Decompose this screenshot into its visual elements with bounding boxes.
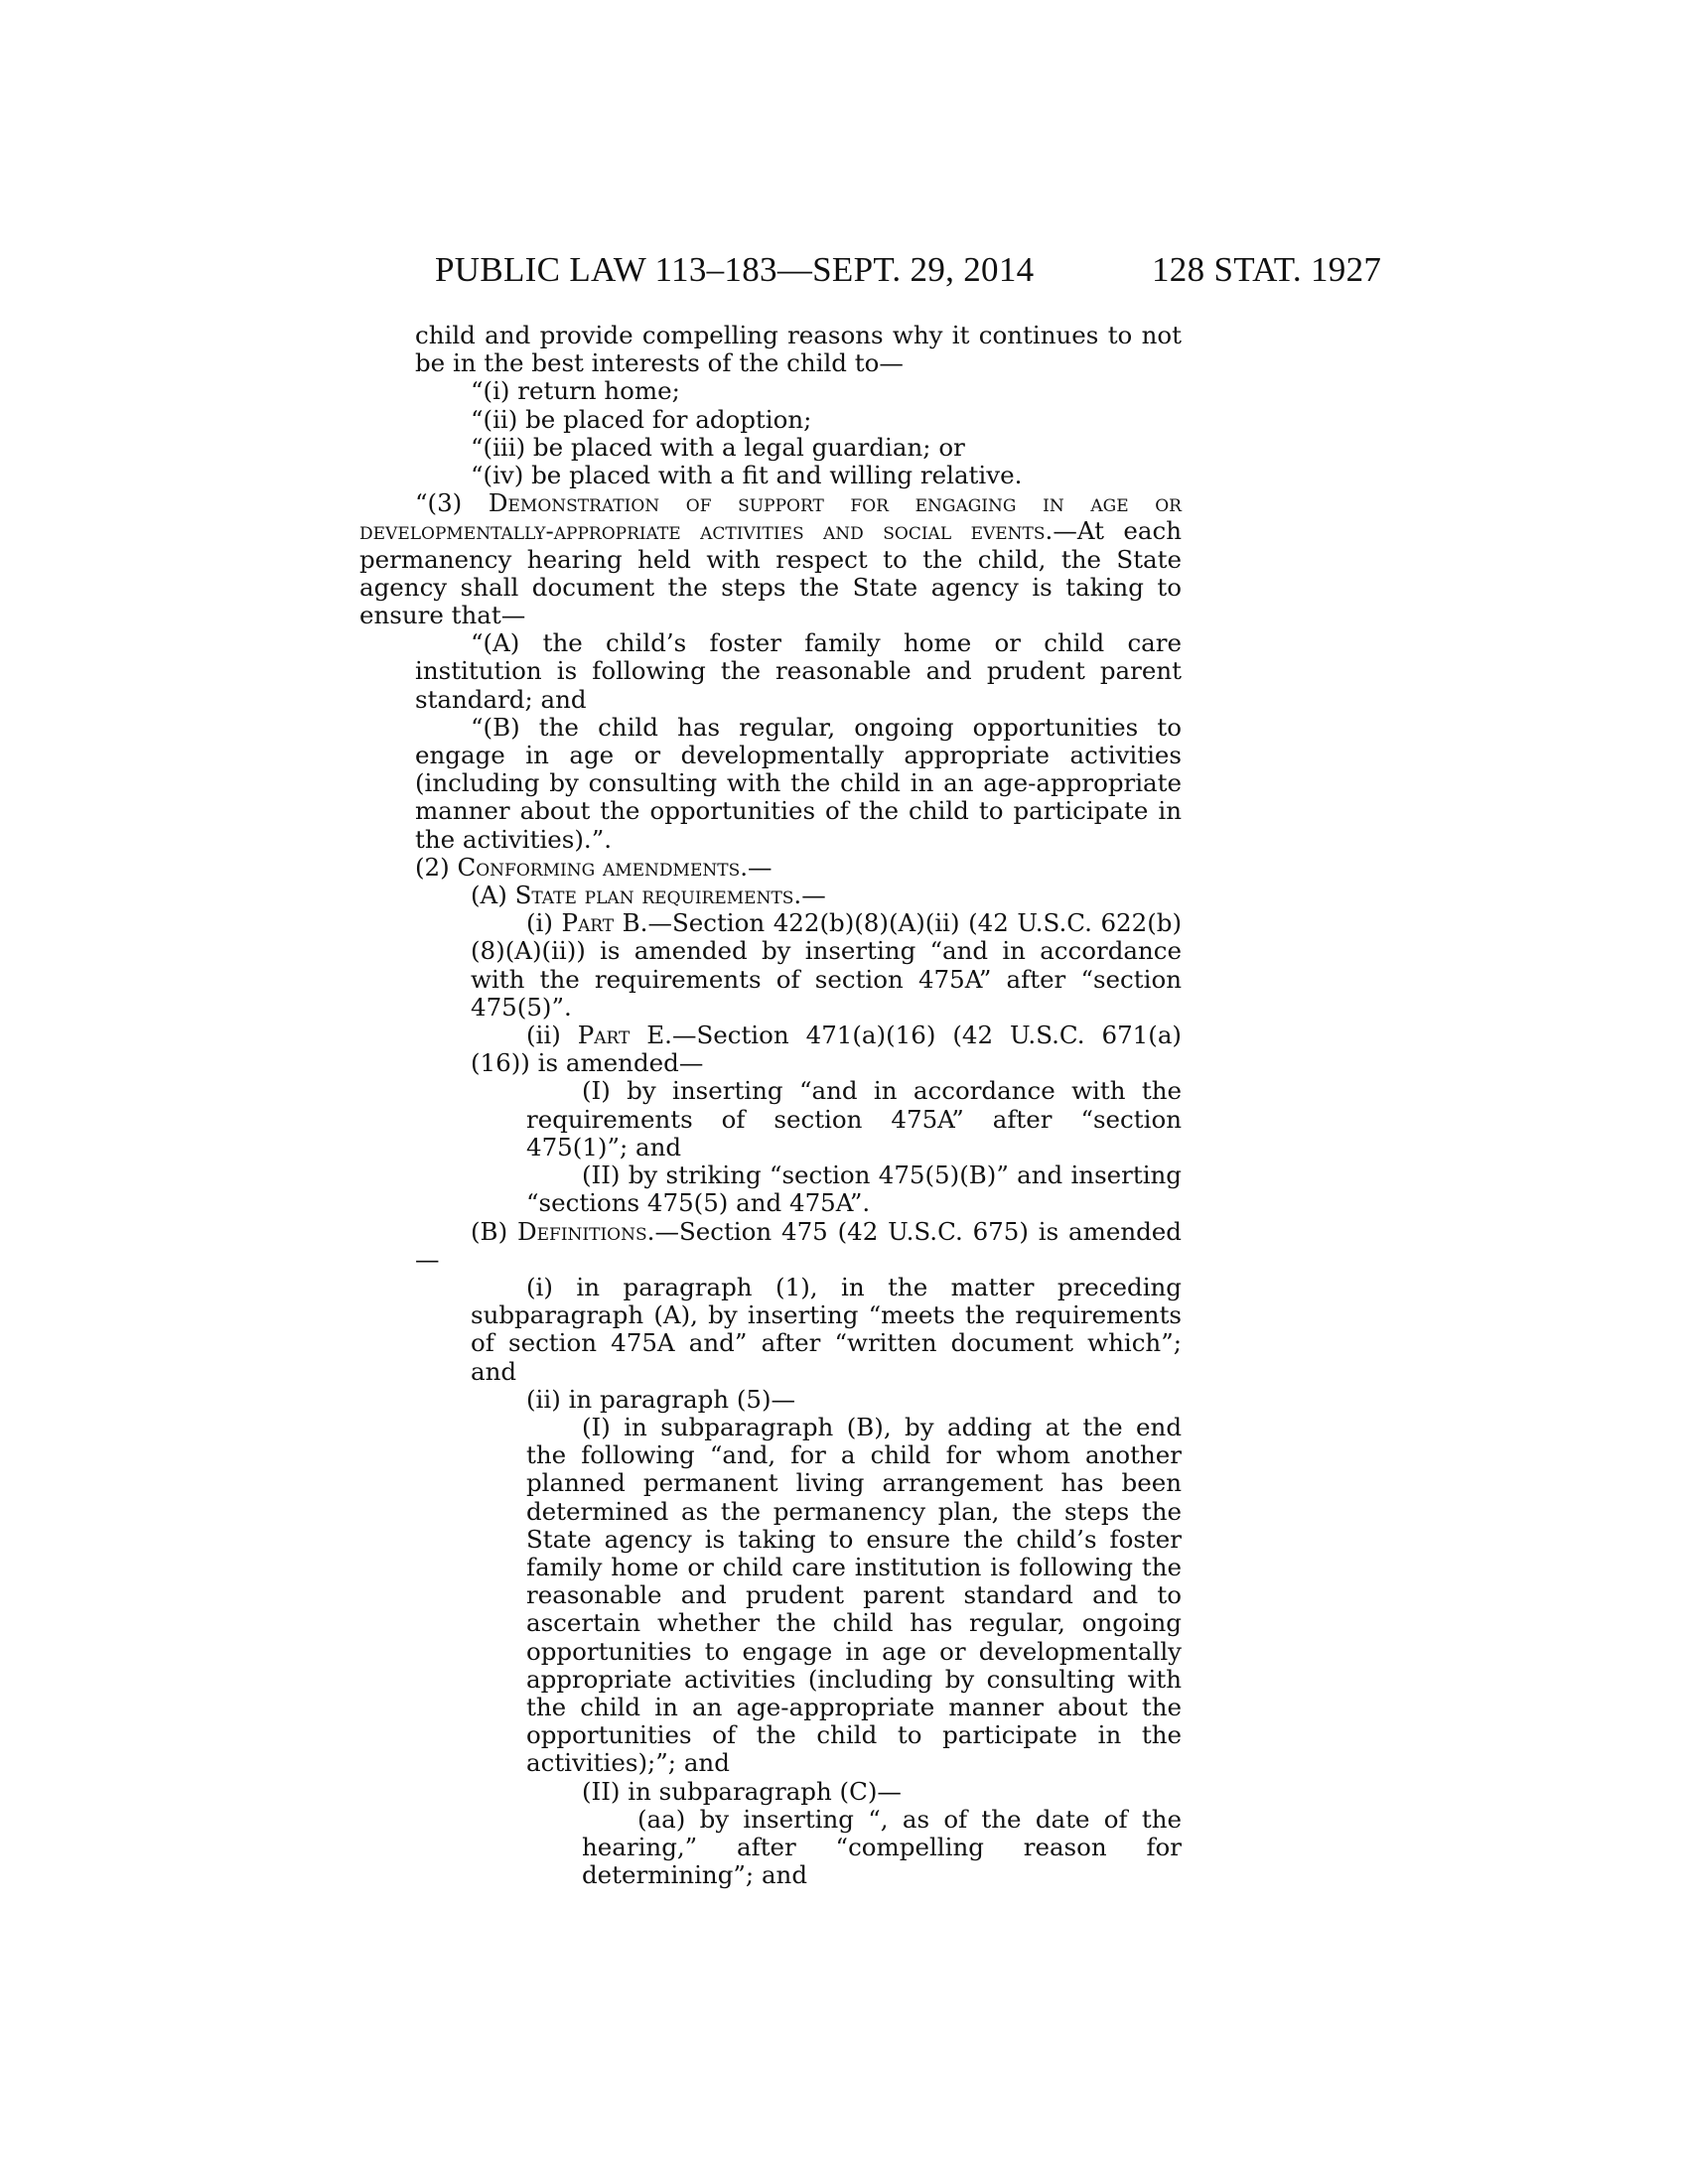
paragraph-clause-iv: “(iv) be placed with a fit and willing relative. xyxy=(471,461,1023,490)
paragraph-2-conforming: (2) Conforming amendments.— xyxy=(415,852,773,882)
clause-ii-part-e: (ii) Part E.—Section 471(a)(16) (42 U.S.C. 671(a)(16)) is amended— xyxy=(471,1021,1182,1078)
paragraph-3-demonstration: “(3) Demonstration of support for engaging in age or developmentally-appropriate activities and social events.—At each permanency hearing held with respect to the child, the State agency shall document the steps the State agency is taking to ensure that— xyxy=(359,488,1182,630)
statute-body xyxy=(359,322,1182,1889)
subclause-II: (II) by striking “section 475(5)(B)” and inserting “sections 475(5) and 475A”. xyxy=(526,1160,1182,1218)
heading-caps: Conforming amendments. xyxy=(457,852,749,882)
paragraph: child and provide compelling reasons why it continues to not be in the best interests of the child to— xyxy=(415,321,1182,378)
paragraph-clause-ii: “(ii) be placed for adoption; xyxy=(471,404,812,434)
subparagraph-B: “(B) the child has regular, ongoing opportunities to engage in age or developmentally appropriate activities (including by consulting with the child in an age-appropriate manner about the opportunities of the child to participate in the activities).”. xyxy=(415,712,1182,854)
item-aa: (aa) by inserting “, as of the date of the hearing,” after “compelling reason for determining”; and xyxy=(582,1804,1182,1890)
subclause-II-subparagraph-C: (II) in subparagraph (C)— xyxy=(582,1776,902,1806)
clause-i-paragraph-1: (i) in paragraph (1), in the matter preceding subparagraph (A), by inserting “meets the requirements of section 475A and” after “written document which”; and xyxy=(471,1272,1182,1386)
heading-caps: Definitions. xyxy=(516,1216,655,1246)
paragraph-clause-i: “(i) return home; xyxy=(471,376,680,406)
subparagraph-A: “(A) the child’s foster family home or child care institution is following the reasonable and prudent parent standard; and xyxy=(415,628,1182,714)
heading-caps: Part E. xyxy=(577,1021,672,1050)
running-header-page: 128 STAT. 1927 xyxy=(1152,250,1382,289)
heading-caps: Demonstration of support for engaging in age or developmentally-appropriate activities and social events. xyxy=(359,488,1182,546)
paragraph-clause-iii: “(iii) be placed with a legal guardian; or xyxy=(471,432,965,462)
subclause-I: (I) by inserting “and in accordance with the requirements of section 475A” after “section 475(1)”; and xyxy=(526,1076,1182,1161)
heading-caps: Part B. xyxy=(561,908,648,938)
subparagraph-A-state-plan: (A) State plan requirements.— xyxy=(471,881,826,910)
subclause-I-subparagraph-B: (I) in subparagraph (B), by adding at the end the following “and, for a child for whom another planned permanent living arrangement has been determined as the permanency plan, the steps the State agency is taking to ensure the child’s foster family home or child care institution is following the reasonable and prudent parent standard and to ascertain whether the child has regular, ongoing opportunities to engage in age or developmentally appropriate activities (including by consulting with the child in an age-appropriate manner about the opportunities of the child to participate in the activities);”; and xyxy=(526,1412,1182,1778)
heading-caps: State plan requirements. xyxy=(514,881,802,910)
running-header-title: PUBLIC LAW 113–183—SEPT. 29, 2014 xyxy=(435,250,1035,289)
clause-ii-paragraph-5: (ii) in paragraph (5)— xyxy=(526,1384,796,1414)
subparagraph-B-definitions: (B) Definitions.—Section 475 (42 U.S.C. 675) is amended— xyxy=(415,1216,1182,1274)
clause-i-part-b: (i) Part B.—Section 422(b)(8)(A)(ii) (42 U.S.C. 622(b)(8)(A)(ii)) is amended by inserting “and in accordance with the requirements of section 475A” after “section 475(5)”. xyxy=(471,908,1183,1022)
